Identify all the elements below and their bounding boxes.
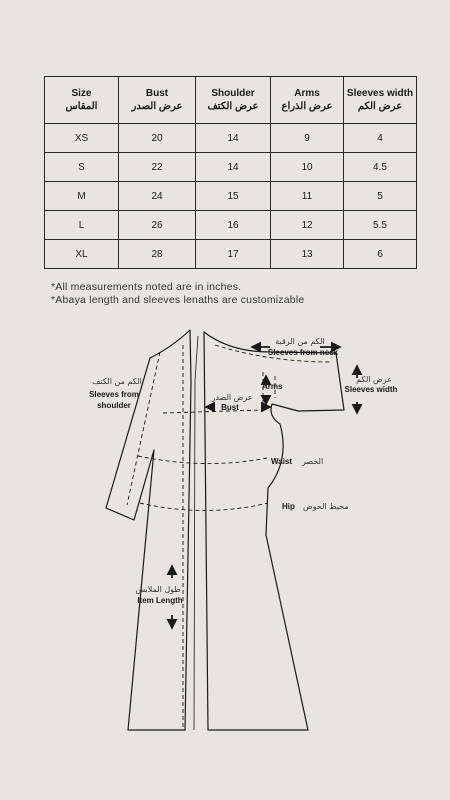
header-arms: Arms عرض الذراع — [271, 77, 344, 124]
label-sleeves-from-shoulder-2: shoulder — [97, 401, 131, 410]
label-sleeves-from-shoulder-1: Sleeves from — [89, 390, 139, 399]
cell-shoulder: 14 — [196, 124, 271, 153]
table-row — [45, 153, 417, 182]
cell-sleeves-width: 4.5 — [344, 153, 417, 182]
label-waist: Waist — [271, 457, 293, 466]
cell-size: L — [45, 211, 119, 240]
label-bust-ar: عرض الصدر — [211, 393, 253, 402]
cell-sleeves-width: 5.5 — [344, 211, 417, 240]
note-customizable: *Abaya length and sleeves lenaths are customizable — [51, 294, 305, 306]
cell-shoulder: 15 — [196, 182, 271, 211]
cell-shoulder: 14 — [196, 153, 271, 182]
cell-shoulder: 17 — [196, 240, 271, 269]
cell-bust: 28 — [119, 240, 196, 269]
label-sleeves-from-shoulder-ar: الكم من الكتف — [92, 377, 142, 386]
note-units: *All measurements noted are in inches. — [51, 281, 242, 293]
cell-arms: 9 — [271, 124, 344, 153]
cell-arms: 11 — [271, 182, 344, 211]
cell-arms: 12 — [271, 211, 344, 240]
cell-size: M — [45, 182, 119, 211]
cell-arms: 10 — [271, 153, 344, 182]
label-sleeves-from-neck-ar: الكم من الرقبة — [275, 337, 325, 346]
table-row — [45, 182, 417, 211]
label-sleeves-width-ar: عرض الكم — [356, 375, 392, 384]
label-bust: Bust — [221, 403, 239, 412]
abaya-outline — [106, 330, 344, 730]
cell-shoulder: 16 — [196, 211, 271, 240]
label-arms: Arms — [262, 382, 283, 391]
label-item-length: Item Length — [137, 596, 183, 605]
table-header-row — [45, 77, 417, 124]
cell-bust: 22 — [119, 153, 196, 182]
table-row — [45, 240, 417, 269]
cell-sleeves-width: 6 — [344, 240, 417, 269]
cell-arms: 13 — [271, 240, 344, 269]
label-sleeves-from-neck: Sleeves from neck — [267, 348, 339, 357]
label-item-length-ar: طول الملابس — [135, 585, 181, 594]
table-row — [45, 124, 417, 153]
cell-size: XS — [45, 124, 119, 153]
label-hip-ar: محيط الحوض — [303, 502, 349, 511]
measurement-notes — [51, 281, 304, 307]
cell-sleeves-width: 5 — [344, 182, 417, 211]
header-sleeves-width: Sleeves width عرض الكم — [344, 77, 417, 124]
cell-sleeves-width: 4 — [344, 124, 417, 153]
header-shoulder: Shoulder عرض الكتف — [196, 77, 271, 124]
cell-bust: 24 — [119, 182, 196, 211]
label-hip: Hip — [282, 502, 295, 511]
header-size: Size المقاس — [45, 77, 119, 124]
cell-size: XL — [45, 240, 119, 269]
label-sleeves-width: Sleeves width — [344, 385, 398, 394]
abaya-measurement-diagram — [0, 320, 450, 740]
header-bust: Bust عرض الصدر — [119, 77, 196, 124]
table-row — [45, 211, 417, 240]
size-chart-table — [44, 76, 417, 269]
cell-bust: 20 — [119, 124, 196, 153]
label-waist-ar: الخصر — [302, 457, 324, 466]
cell-size: S — [45, 153, 119, 182]
cell-bust: 26 — [119, 211, 196, 240]
